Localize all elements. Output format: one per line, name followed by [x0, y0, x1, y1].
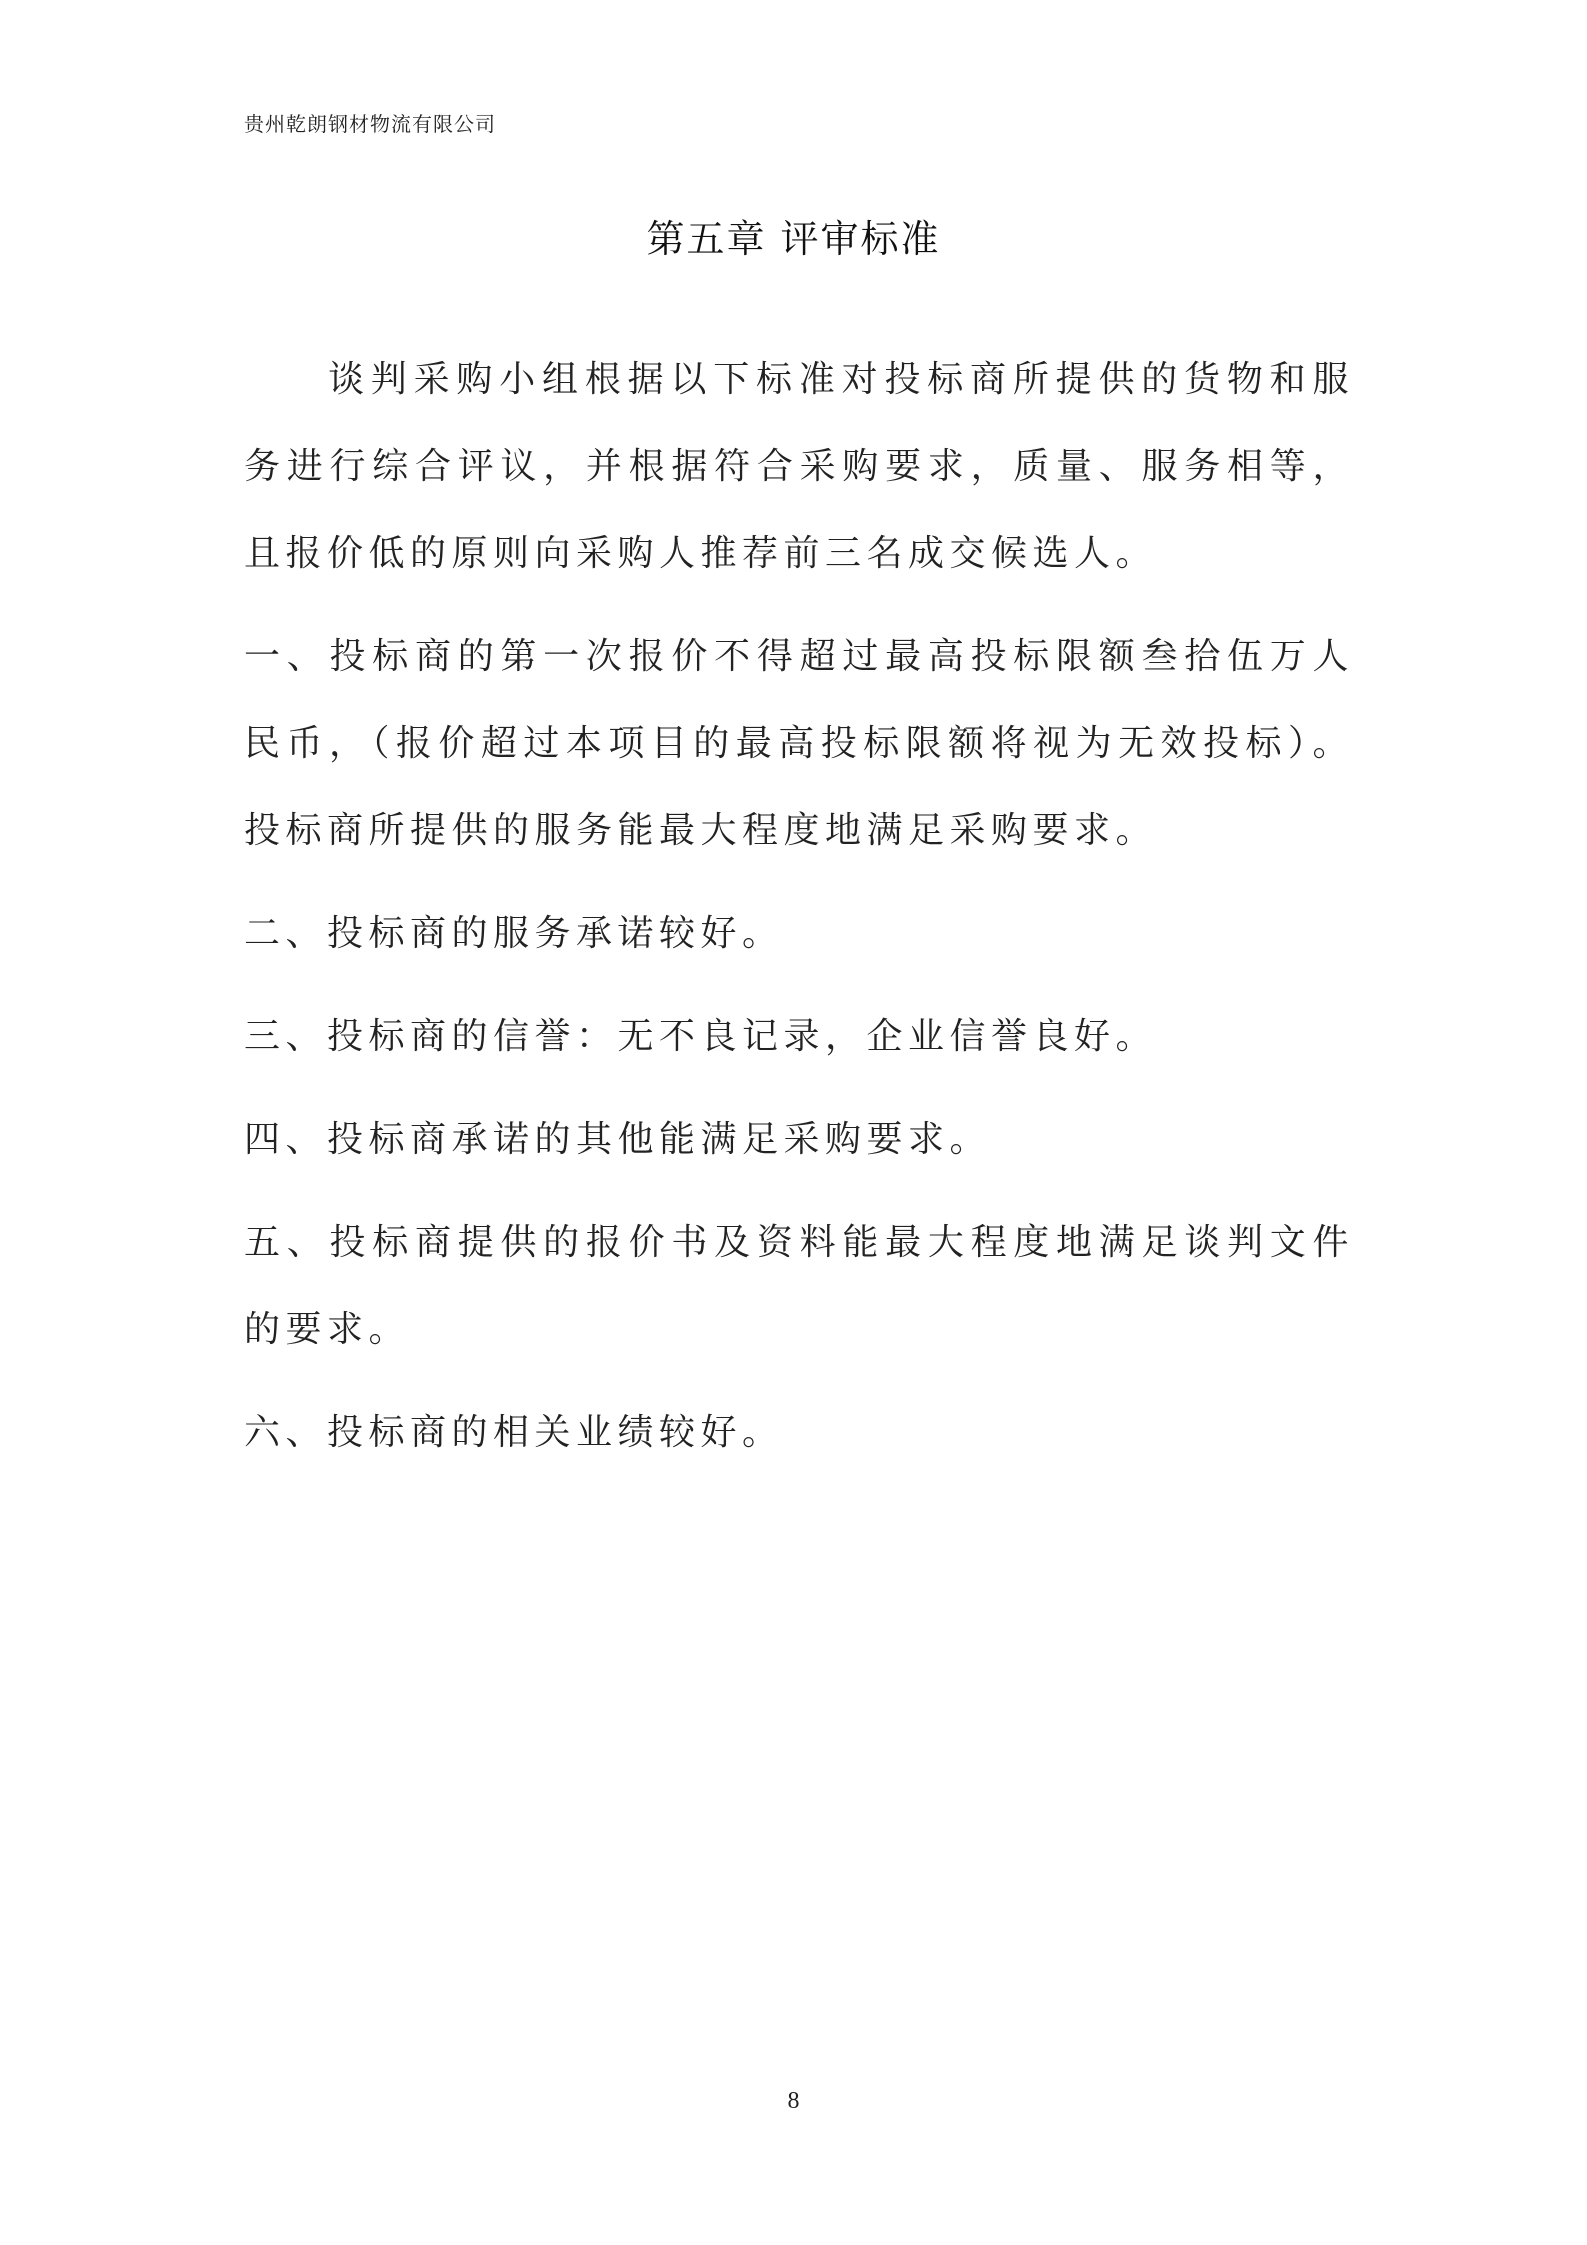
criterion-item-1: 一、投标商的第一次报价不得超过最高投标限额叁拾伍万人民币，（报价超过本项目的最高投标限额将视为无效投标）。投标商所提供的服务能最大程度地满足采购要求。 [244, 636, 1354, 851]
chapter-title: 第五章 评审标准 [646, 217, 941, 261]
criterion-item-3: 三、投标商的信誉：无不良记录，企业信誉良好。 [244, 1016, 1158, 1057]
header-company-name: 贵州乾朗钢材物流有限公司 [244, 112, 496, 136]
page-number: 8 [787, 2088, 800, 2114]
criterion-item-4: 四、投标商承诺的其他能满足采购要求。 [244, 1119, 992, 1160]
criterion-item-2: 二、投标商的服务承诺较好。 [244, 913, 784, 954]
criterion-item-5: 五、投标商提供的报价书及资料能最大程度地满足谈判文件的要求。 [244, 1222, 1354, 1350]
intro-paragraph: 谈判采购小组根据以下标准对投标商所提供的货物和服务进行综合评议，并根据符合采购要求，质量、服务相等，且报价低的原则向采购人推荐前三名成交候选人。 [244, 359, 1354, 574]
body-content [244, 336, 1354, 1492]
criterion-item-6: 六、投标商的相关业绩较好。 [244, 1412, 784, 1453]
